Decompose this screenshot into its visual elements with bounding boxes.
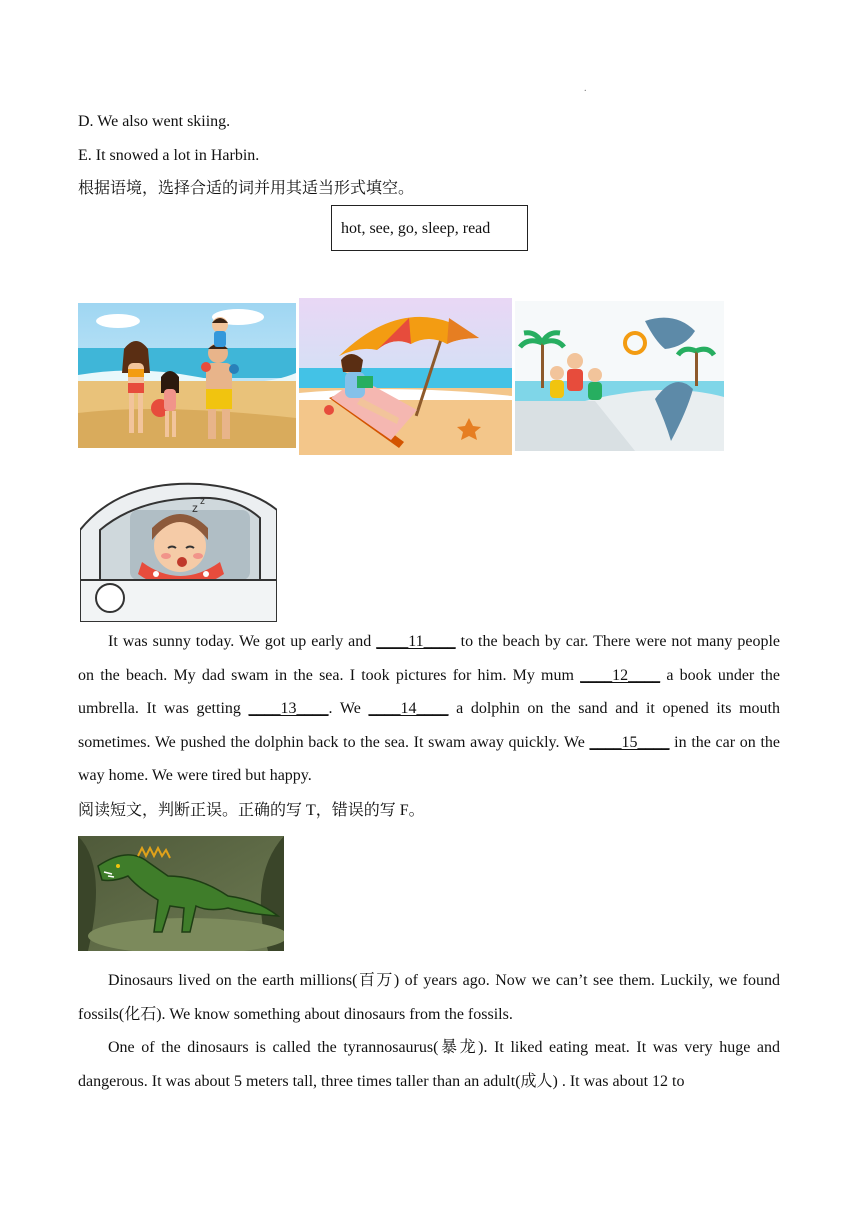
page-mark: .: [584, 83, 587, 94]
blank-13[interactable]: ____13____: [248, 700, 329, 718]
sleeping-in-car-image: [80, 470, 277, 622]
beach-family-image: [78, 303, 296, 448]
svg-text:z: z: [192, 501, 198, 515]
svg-text:z: z: [200, 496, 205, 507]
dinosaur-paragraph-2: One of the dinosaurs is called the tyrannosaurus(暴龙). It liked eating meat. It was very huge and dangerous. It was about 5 meters tall, three times taller than an adult(成人) . It was about 12 to: [78, 1039, 780, 1090]
blank-11[interactable]: ____11____: [376, 633, 456, 650]
true-false-instruction: 阅读短文，判断正误。正确的写 T，错误的写 F。: [78, 802, 425, 819]
umbrella-reading-image: [299, 298, 512, 455]
word-bank-box: hot, see, go, sleep, read: [331, 205, 528, 251]
dinosaur-image: [78, 836, 284, 951]
fill-in-passage: It was sunny today. We got up early and ____11____ to the beach by car. There were not many people on the beach. My dad swam in the sea. I took pictures for him. My mum ____12____ a book under the umbrella. It was getting ____13____. We ____14____ a dolphin on the sand and it opened its mouth sometimes. We pushed the dolphin back to the sea. It swam away quickly. We ____15____ in the car on the way home. We were tired but happy.: [78, 633, 781, 785]
dinosaur-paragraph-1: Dinosaurs lived on the earth millions(百万) of years ago. Now we can’t see them. Luckily, we found fossils(化石). We know something about dinosaurs from the fossils.: [78, 972, 780, 1023]
blank-15[interactable]: ____15____: [589, 733, 670, 751]
option-d: D. We also went skiing.: [78, 113, 231, 130]
option-e: E. It snowed a lot in Harbin.: [78, 147, 260, 164]
dolphin-show-image: [515, 301, 724, 451]
fill-in-instruction: 根据语境，选择合适的词并用其适当形式填空。: [78, 180, 415, 197]
blank-14[interactable]: ____14____: [368, 700, 449, 718]
blank-12[interactable]: ____12____: [580, 666, 661, 684]
